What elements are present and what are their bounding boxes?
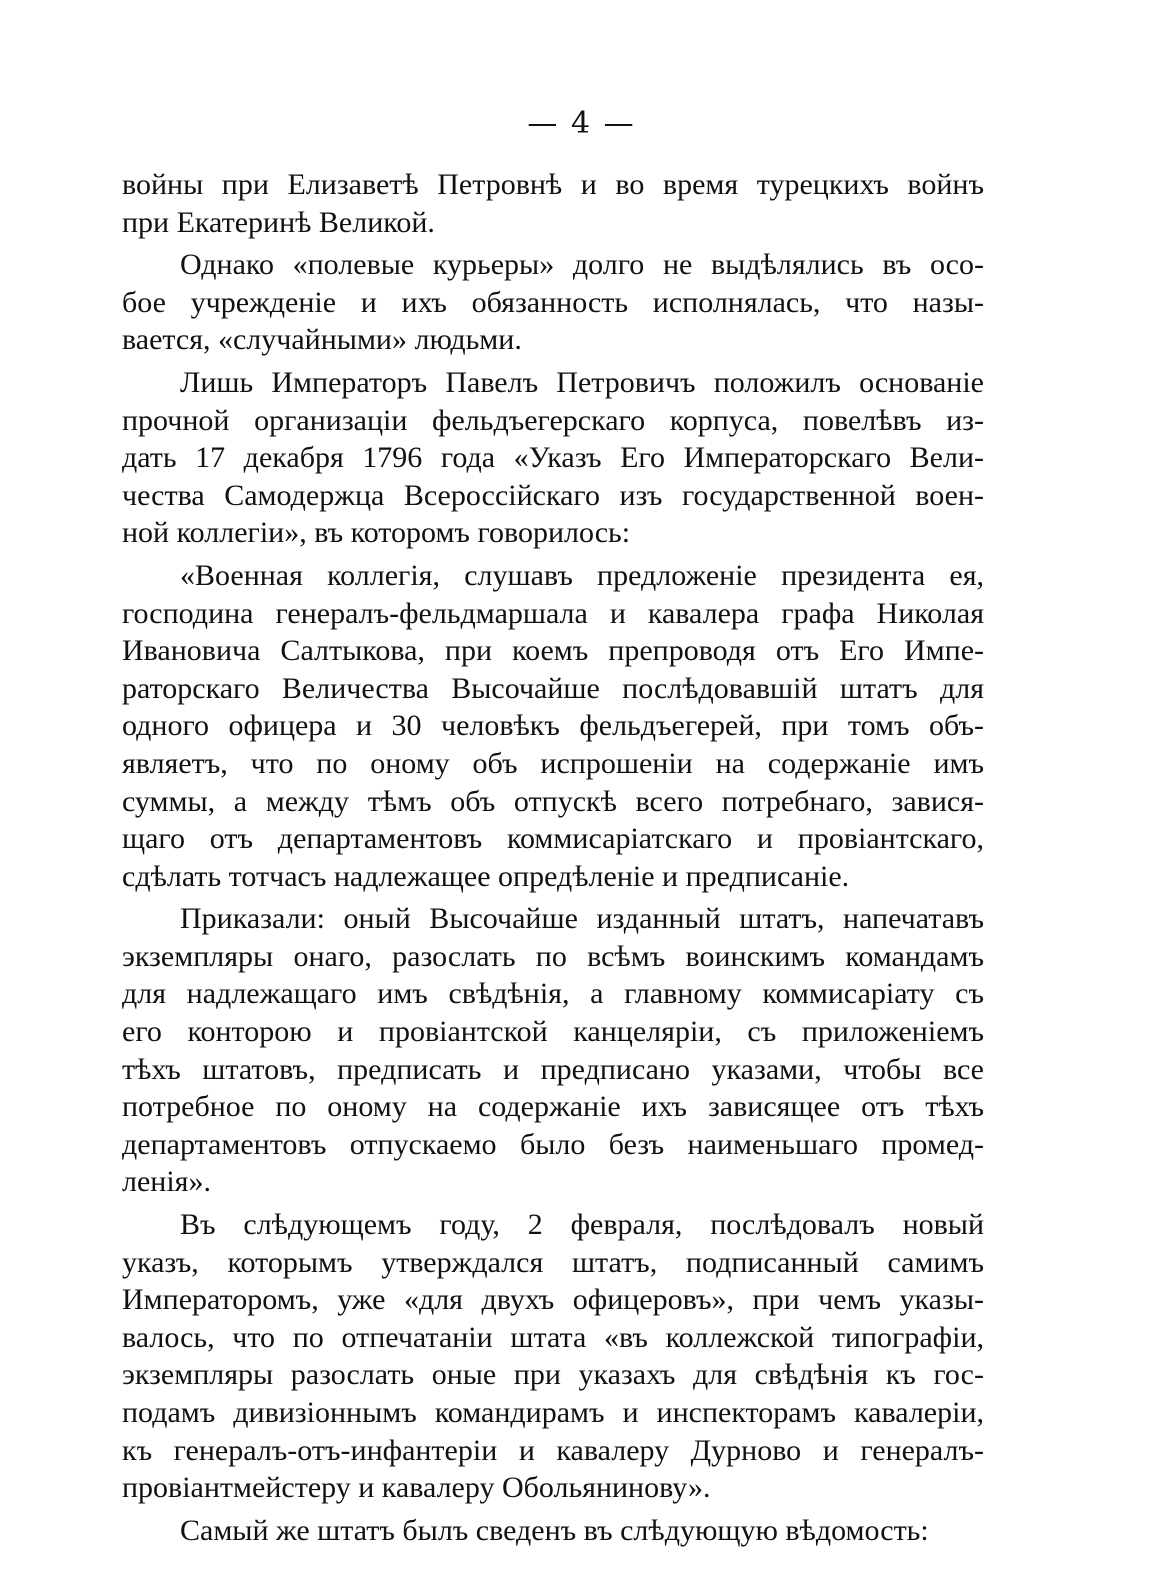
text-line: войны при Елизаветѣ Петровнѣ и во время турецкихъ войнъ <box>122 168 984 201</box>
text-body <box>122 166 984 1554</box>
text-line: бое учрежденіе и ихъ обязанность исполнялась, что назы- <box>122 285 984 319</box>
text-line: чества Самодержца Всероссійскаго изъ государственной воен- <box>122 478 984 512</box>
text-line: ной коллегіи», въ которомъ говорилось: <box>122 516 631 550</box>
text-line: Лишь Императоръ Павелъ Петровичъ положилъ основаніе <box>180 365 984 399</box>
text-line: щаго отъ департаментовъ коммисаріатскаго и провіантскаго, <box>122 822 984 856</box>
text-line: дать 17 декабря 1796 года «Указъ Его Императорскаго Вели- <box>122 441 984 475</box>
paragraph <box>122 1512 984 1550</box>
text-line: подамъ дивизіоннымъ командирамъ и инспекторамъ кавалеріи, <box>122 1396 984 1429</box>
text-line: къ генералъ-отъ-инфантеріи и кавалеру Дурново и генералъ- <box>122 1433 984 1467</box>
text-line: Императоромъ, уже «для двухъ офицеровъ», при чемъ указы- <box>122 1283 984 1317</box>
text-line: суммы, а между тѣмъ объ отпускѣ всего потребнаго, завися- <box>122 784 984 818</box>
text-line: являетъ, что по оному объ испрошеніи на содержаніе имъ <box>122 746 984 780</box>
text-line: валось, что по отпечатаніи штата «въ коллежской типографіи, <box>122 1320 984 1354</box>
text-line: Однако «полевые курьеры» долго не выдѣлялись въ осо- <box>180 248 984 282</box>
text-line: экземпляры онаго, разослать по всѣмъ воинскимъ командамъ <box>122 939 984 973</box>
text-line: при Екатеринѣ Великой. <box>122 205 435 239</box>
paragraph <box>122 246 984 359</box>
text-line: Въ слѣдующемъ году, 2 февраля, послѣдовалъ новый <box>180 1208 984 1242</box>
text-line: Ивановича Салтыкова, при коемъ препроводя отъ Его Импе- <box>122 634 984 668</box>
text-line: департаментовъ отпускаемо было безъ наименьшаго промед- <box>122 1127 984 1161</box>
text-line: потребное по оному на содержаніе ихъ зависящее отъ тѣхъ <box>122 1090 984 1124</box>
paragraph <box>122 166 984 241</box>
text-line: его конторою и провіантской канцеляріи, съ приложеніемъ <box>122 1015 984 1049</box>
paragraph <box>122 1206 984 1507</box>
text-line: Самый же штатъ былъ сведенъ въ слѣдующую вѣдомость: <box>180 1513 929 1547</box>
text-line: экземпляры разослать оные при указахъ для свѣдѣнія къ гос- <box>122 1358 984 1392</box>
text-line: вается, «случайными» людьми. <box>122 323 522 357</box>
text-line: указъ, которымъ утверждался штатъ, подписанный самимъ <box>122 1245 984 1279</box>
text-line: одного офицера и 30 человѣкъ фельдъегерей, при томъ объ- <box>122 709 984 743</box>
text-line: тѣхъ штатовъ, предписать и предписано указами, чтобы все <box>122 1052 984 1086</box>
paragraph <box>122 557 984 895</box>
page-number: — 4 — <box>527 106 636 141</box>
text-line: сдѣлать тотчасъ надлежащее опредѣленіе и предписаніе. <box>122 859 850 893</box>
text-line: провіантмейстеру и кавалеру Обольянинову». <box>122 1471 711 1505</box>
text-line: для надлежащаго имъ свѣдѣнія, а главному коммисаріату съ <box>122 977 984 1011</box>
text-line: раторскаго Величества Высочайше послѣдовавшій штатъ для <box>122 671 984 705</box>
text-line: «Военная коллегія, слушавъ предложеніе президента ея, <box>180 558 984 592</box>
text-line: прочной организаціи фельдъегерскаго корпуса, повелѣвъ из- <box>122 403 984 437</box>
paragraph <box>122 900 984 1201</box>
paragraph <box>122 364 984 552</box>
text-line: Приказали: оный Высочайше изданный штатъ, напечатавъ <box>180 902 984 936</box>
text-line: господина генералъ-фельдмаршала и кавалера графа Николая <box>122 596 984 630</box>
text-line: ленія». <box>122 1165 211 1199</box>
